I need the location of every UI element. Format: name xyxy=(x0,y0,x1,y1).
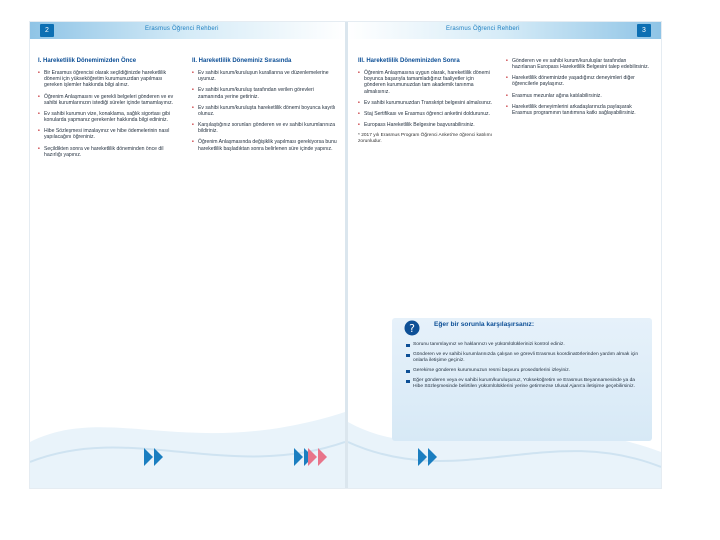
list-item: • Hareketlilik deneyimlerini arkadaşlarınızla paylaşarak Erasmus programının tanıtımına katkı sağlayabilirsiniz. xyxy=(506,103,636,116)
list-item: • Ev sahibi kurum/kuruluşta hareketlilik dönemi boyunca kayıtlı olunuz. xyxy=(192,104,336,117)
info-box-title: Eğer bir sorunla karşılaşırsanız: xyxy=(434,321,535,328)
page-number: 2 xyxy=(40,24,54,37)
double-chevron-icon xyxy=(416,446,440,468)
list-item: • Karşılaştığınız sorunları gönderen ve ev sahibi kurumlarınıza bildiriniz. xyxy=(192,122,336,135)
list-item: • Gönderen ve ev sahibi kurum/kuruluşlar tarafından hazırlanan Europass Hareketlilik Belgesini talep edebilirsiniz. xyxy=(506,58,650,71)
column-before xyxy=(38,58,178,163)
problem-info-box xyxy=(392,318,652,441)
info-box-list xyxy=(406,342,642,394)
list-item: Gerekirse gönderen kurumunuzun resmi başvuru prosedürlerini izleyiniz. xyxy=(406,368,642,374)
running-head: Erasmus Öğrenci Rehberi xyxy=(145,26,219,32)
list-item: Sorunu tanımlayınız ve haklarınızı ve yükümlülüklerinizi kontrol ediniz. xyxy=(406,342,642,348)
list-item: • Bir Erasmus öğrencisi olarak seçildiğinizde hareketlilik dönemi için yükseköğretim kurumunuzdan yapılması gereken işlemler hakkında bilgi alınız. xyxy=(38,70,167,89)
list-item: • Seçildikten sonra ve hareketlilik döneminden önce dil hazırlığı yapınız. xyxy=(38,145,164,158)
list-item: • Erasmus mezunlar ağına katılabilirsiniz. xyxy=(506,92,602,99)
right-page xyxy=(348,22,661,488)
question-mark-icon xyxy=(404,320,420,336)
double-chevron-icon xyxy=(142,446,166,468)
list-item: • Öğrenim Anlaşmasını ve gerekli belgeleri gönderen ve ev sahibi kurumlarınızın istediği süreler içinde tamamlayınız. xyxy=(38,93,174,106)
list-item: Gönderen ve ev sahibi kurumlarınızda çalışan ve görevli Erasmus koordinatörlerinden yardım almak için onlarla iletişime geçiniz. xyxy=(406,352,642,364)
column-title: I. Hareketlilik Dönemimizden Önce xyxy=(38,58,137,64)
list-item: • Hareketlilik döneminizde yaşadığınız deneyimleri diğer öğrencilerle paylaşınız. xyxy=(506,75,635,88)
left-page xyxy=(30,22,345,488)
list-item: • Ev sahibi kurumun vize, konaklama, sağlık sigortası gibi konularda yapmanız gerekenler hakkında bilgi edininiz. xyxy=(38,110,170,124)
brochure-spread xyxy=(30,22,661,488)
double-chevron-icon xyxy=(306,446,330,468)
column-title: III. Hareketlilik Döneminizden Sonra xyxy=(358,58,460,64)
page-number: 3 xyxy=(637,24,651,37)
list-item: • Hibe Sözleşmesi imzalayınız ve hibe ödemelerinin nasıl yapılacağını öğreniniz. xyxy=(38,128,170,141)
list-item: • Ev sahibi kurumunuzdan Transkript belgesini almalısınız. xyxy=(358,99,493,106)
list-item: • Europass Hareketlilik Belgesine başvurabilirsiniz. xyxy=(358,122,475,129)
svg-text:?: ? xyxy=(409,322,415,335)
list-item: • Öğrenim Anlaşmasında değişiklik yapılması gerekiyorsa bunu hareketlilik başladıktan sonra belirlenen süre içinde yapınız. xyxy=(192,139,337,152)
list-item: • Öğrenim Anlaşmasına uygun olarak, hareketlilik dönemi boyunca başarıyla tamamladığınız faaliyetler için gönderen kurumunuzdan tam akademik tanınma almalısınız. xyxy=(358,70,490,95)
column-continued xyxy=(506,58,651,121)
column-during xyxy=(192,58,337,157)
running-head: Erasmus Öğrenci Rehberi xyxy=(446,26,520,32)
column-after xyxy=(358,58,493,151)
footnote: * 2017 yılı Erasmus Program Öğrenci Anketi'ne öğrenci katılımı zorunludur. xyxy=(358,133,492,145)
column-title: II. Hareketlilik Döneminiz Sırasında xyxy=(192,58,292,64)
list-item: • Staj Sertifikası ve Erasmus öğrenci anketini doldurunuz. xyxy=(358,110,490,117)
list-item: • Ev sahibi kurum/kuruluş tarafından verilen görevleri zamanında yerine getiriniz. xyxy=(192,87,314,100)
list-item: Eğer gönderen veya ev sahibi kurum/kuruluşunuz, Yükseköğretim ve Erasmus Beyannamesinde ya da Hibe Sözleşmesinde belirtilen yükümlülüklerini yerine getirmezse Ulusal Ajans'a iletişime geçebilirsiniz. xyxy=(406,378,642,390)
list-item: • Ev sahibi kurum/kuruluşun kurallarına ve düzenlemelerine uyunuz. xyxy=(192,70,329,83)
